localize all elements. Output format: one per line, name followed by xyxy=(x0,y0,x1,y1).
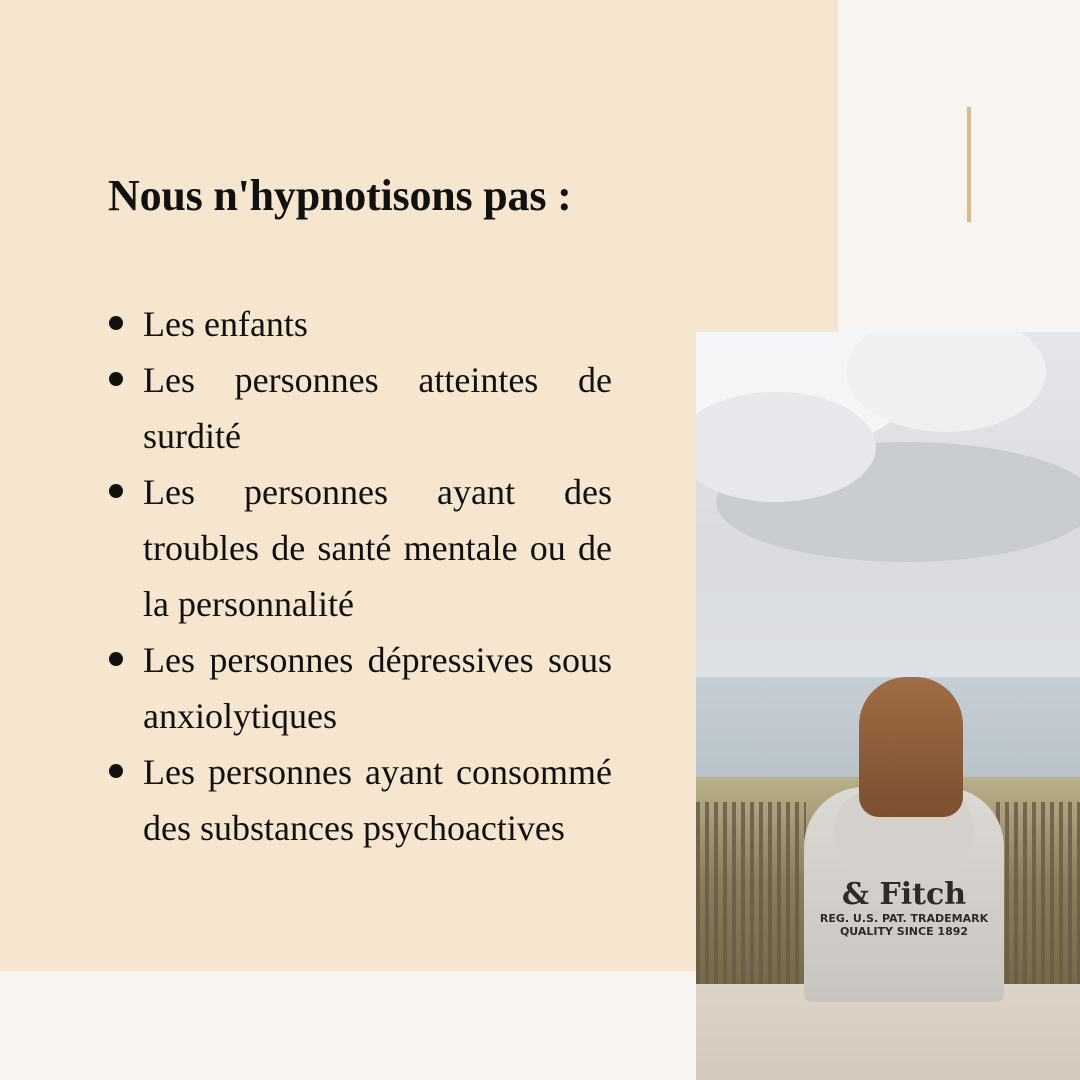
hair xyxy=(859,677,963,817)
accent-line xyxy=(967,107,971,222)
hoodie-print xyxy=(814,877,994,938)
fence xyxy=(696,802,806,992)
page-title: Nous n'hypnotisons pas : xyxy=(108,171,572,220)
bullet-icon xyxy=(109,372,123,386)
list-item-text: Les personnes atteintes de surdité xyxy=(143,360,612,456)
print-line: REG. U.S. PAT. TRADEMARK xyxy=(819,912,989,925)
list-item xyxy=(143,744,612,856)
beach-photo xyxy=(696,332,1080,1080)
list-item xyxy=(143,464,612,632)
list-item xyxy=(143,632,612,744)
exclusion-list xyxy=(143,296,612,856)
print-line: QUALITY SINCE 1892 xyxy=(839,925,969,938)
list-item-text: Les personnes ayant consommé des substances psychoactives xyxy=(143,752,612,848)
list-item-text: Les personnes ayant des troubles de santé mentale ou de la personnalité xyxy=(143,472,612,624)
print-line: & Fitch xyxy=(841,877,967,912)
list-item xyxy=(143,352,612,464)
list-item xyxy=(143,296,612,352)
bullet-icon xyxy=(109,484,123,498)
bullet-icon xyxy=(109,652,123,666)
bullet-icon xyxy=(109,316,123,330)
list-item-text: Les personnes dépressives sous anxiolytiques xyxy=(143,640,612,736)
fence xyxy=(996,802,1080,992)
bullet-icon xyxy=(109,764,123,778)
list-item-text: Les enfants xyxy=(143,304,308,344)
